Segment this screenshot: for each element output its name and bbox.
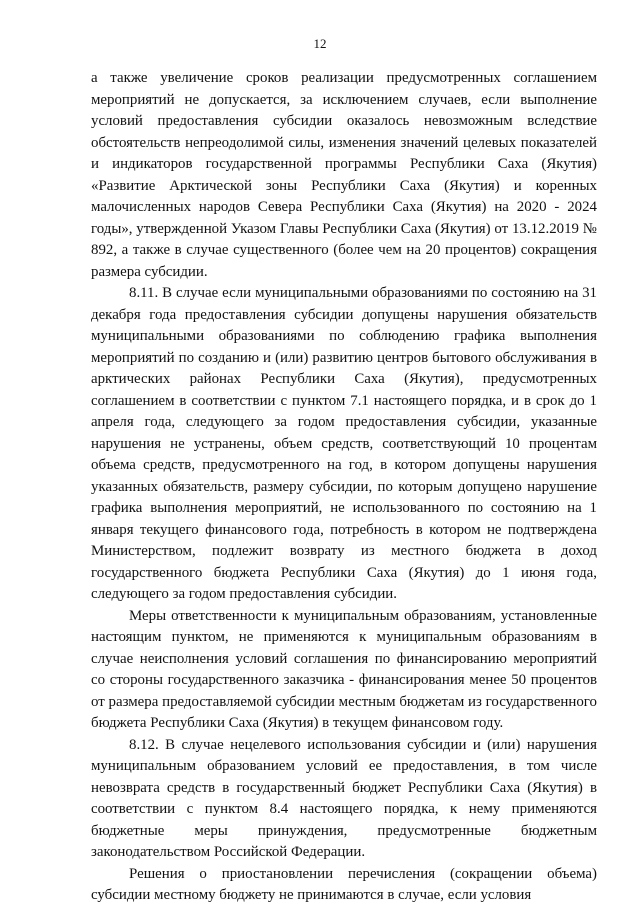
paragraph-8-12: 8.12. В случае нецелевого использования субсидии и (или) нарушения муниципальным образованием условий ее предоставления, в том числе невозврата средств в государственный бюджет Республики Саха (Якутия) в соответствии с пунктом 8.4 настоящего порядка, к нему применяются бюджетные меры принуждения, предусмотренные бюджетным законодательством Российской Федерации.: [91, 736, 597, 860]
page-number: 12: [313, 36, 327, 51]
document-body: [91, 68, 597, 907]
paragraph-suspension-decisions: Решения о приостановлении перечисления (сокращении объема) субсидии местному бюджету не принимаются в случае, если условия: [91, 865, 597, 903]
paragraph-8-11: 8.11. В случае если муниципальными образованиями по состоянию на 31 декабря года предоставления субсидии допущены нарушения обязательств муниципальными образованиями по соблюдению графика выполнения мероприятий по созданию и (или) развитию центров бытового обслуживания в арктических районах Республики Саха (Якутия), предусмотренных соглашением в соответствии с пунктом 7.1 настоящего порядка, и в срок до 1 апреля года, следующего за годом предоставления субсидии, указанные нарушения не устранены, объем средств, соответствующий 10 процентам объема средств, предусмотренного на год, в котором допущены нарушения указанных обязательств, размеру субсидии, по которым допущено нарушение графика выполнения мероприятий, не использованного по состоянию на 1 января текущего финансового года, потребность в котором не подтверждена Министерством, подлежит возврату из местного бюджета в доход государственного бюджета Республики Саха (Якутия) до 1 июня года, следующего за годом предоставления субсидии.: [91, 285, 597, 602]
paragraph-continuation: а также увеличение сроков реализации предусмотренных соглашением мероприятий не допускается, за исключением случаев, если выполнение условий предоставления субсидии оказалось невозможным вследствие обстоятельств непреодолимой силы, изменения значений целевых показателей и индикаторов государственной программы Республики Саха (Якутия) «Развитие Арктической зоны Республики Саха (Якутия) и коренных малочисленных народов Севера Республики Саха (Якутия) на 2020 - 2024 годы», утвержденной Указом Главы Республики Саха (Якутия) от 13.12.2019 № 892, а также в случае существенного (более чем на 20 процентов) сокращения размера субсидии.: [91, 70, 597, 280]
paragraph-responsibility-measures: Меры ответственности к муниципальным образованиям, установленные настоящим пунктом, не применяются к муниципальным образованиям в случае неисполнения условий соглашения по финансированию мероприятий со стороны государственного заказчика - финансирования менее 50 процентов от размера предоставляемой субсидии местным бюджетам из государственного бюджета Республики Саха (Якутия) в текущем финансовом году.: [91, 607, 597, 731]
